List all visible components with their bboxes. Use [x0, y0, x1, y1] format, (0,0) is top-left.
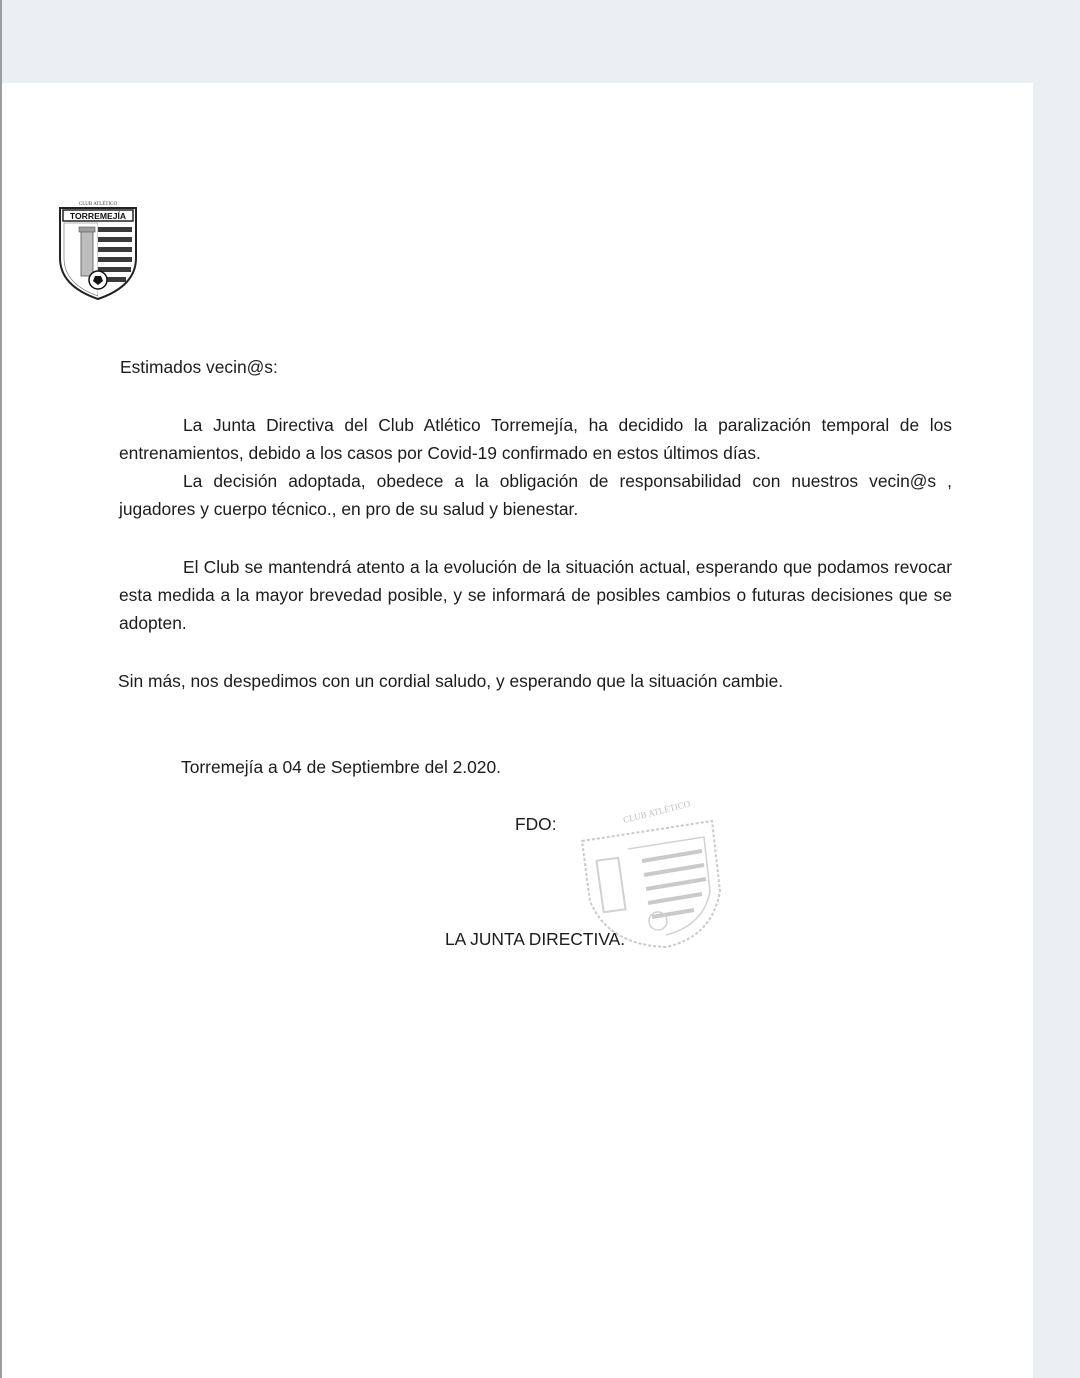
crest-top-text: CLUB ATLÉTICO	[78, 202, 118, 207]
greeting: Estimados vecin@s:	[120, 357, 278, 377]
signatory: LA JUNTA DIRECTIVA.	[445, 929, 626, 949]
closing-line: Sin más, nos despedimos con un cordial saludo, y esperando que la situación cambie.	[118, 671, 784, 691]
paragraph-1: La Junta Directiva del Club Atlético Torremejía, ha decidido la paralización temporal de los entrenamientos, debido a los casos por Covid-19 confirmado en estos últimos días.	[119, 415, 952, 463]
club-crest-logo	[57, 200, 139, 300]
document-page	[2, 83, 1033, 1378]
place-and-date: Torremejía a 04 de Septiembre del 2.020.	[181, 757, 501, 777]
paragraph-2: La decisión adoptada, obedece a la obligación de responsabilidad con nuestros vecin@s , jugadores y cuerpo técnico., en pro de su salud y bienestar.	[119, 471, 952, 519]
stamp-text: CLUB ATLÉTICO	[622, 798, 692, 825]
signature-label: FDO:	[515, 814, 557, 834]
paragraph-3: El Club se mantendrá atento a la evolución de la situación actual, esperando que podamos revocar esta medida a la mayor brevedad posible, y se informará de posibles cambios o futuras decisiones que se adopten.	[119, 557, 952, 633]
crest-banner-text: TORREMEJÍA	[69, 211, 127, 221]
